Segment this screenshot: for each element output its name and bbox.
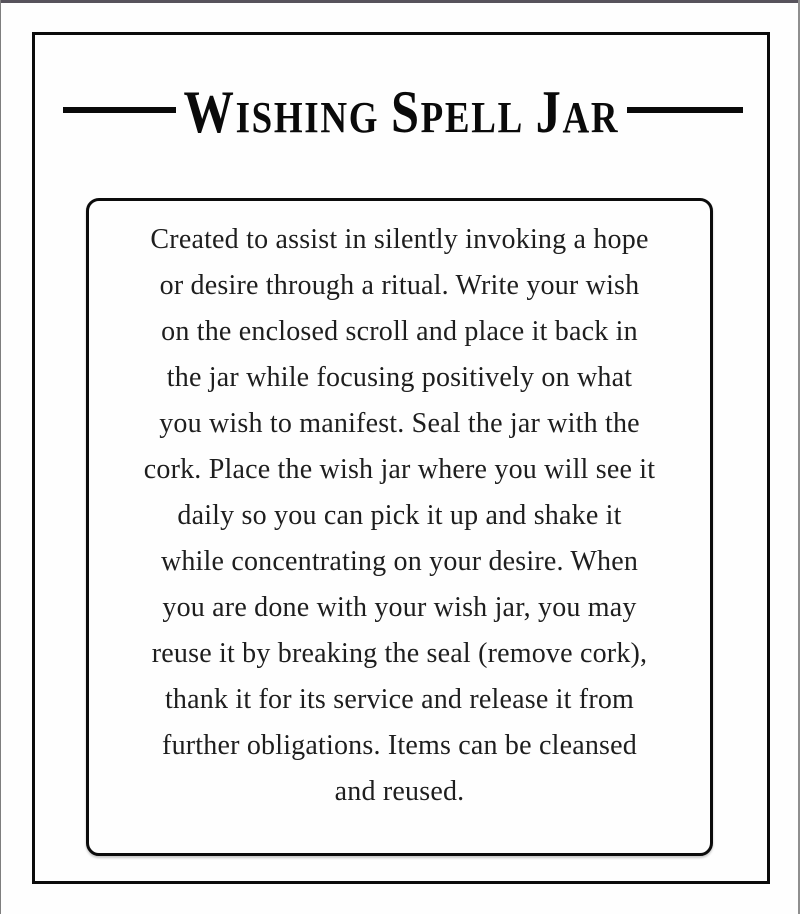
title-word <box>183 79 379 145</box>
label-frame-inner <box>35 35 767 881</box>
page-title-text <box>183 79 619 148</box>
body-line: and reused. <box>334 776 465 807</box>
title-small-caps: ISHING <box>235 93 379 142</box>
description-text <box>89 201 710 815</box>
body-line: you are done with your wish jar, you may <box>162 592 637 623</box>
body-line: thank it for its service and release it from <box>164 684 635 715</box>
body-line: reuse it by breaking the seal (remove cork), <box>151 638 648 669</box>
title-small-caps: AR <box>562 93 619 142</box>
body-line: you wish to manifest. Seal the jar with the <box>159 408 640 439</box>
body-line: the jar while focusing positively on what <box>166 362 633 393</box>
body-line: while concentrating on your desire. When <box>160 546 639 577</box>
body-line: on the enclosed scroll and place it back in <box>161 316 638 347</box>
body-line: cork. Place the wish jar where you will see it <box>143 454 656 485</box>
title-lead-cap: S <box>390 79 421 145</box>
title-lead-cap: J <box>535 79 563 145</box>
scan-edge-top <box>0 0 800 3</box>
label-frame <box>32 32 770 884</box>
title-small-caps: PELL <box>420 93 524 142</box>
body-line: Created to assist in silently invoking a hope <box>150 224 649 255</box>
title-word <box>535 79 619 145</box>
body-line: further obligations. Items can be cleansed <box>162 730 637 761</box>
body-line: daily so you can pick it up and shake it <box>177 500 622 531</box>
body-line: or desire through a ritual. Write your wish <box>159 270 640 301</box>
page-title <box>35 79 767 158</box>
scan-edge-left <box>0 0 1 914</box>
title-word <box>390 79 524 145</box>
title-lead-cap: W <box>183 79 236 145</box>
description-box <box>86 198 713 856</box>
